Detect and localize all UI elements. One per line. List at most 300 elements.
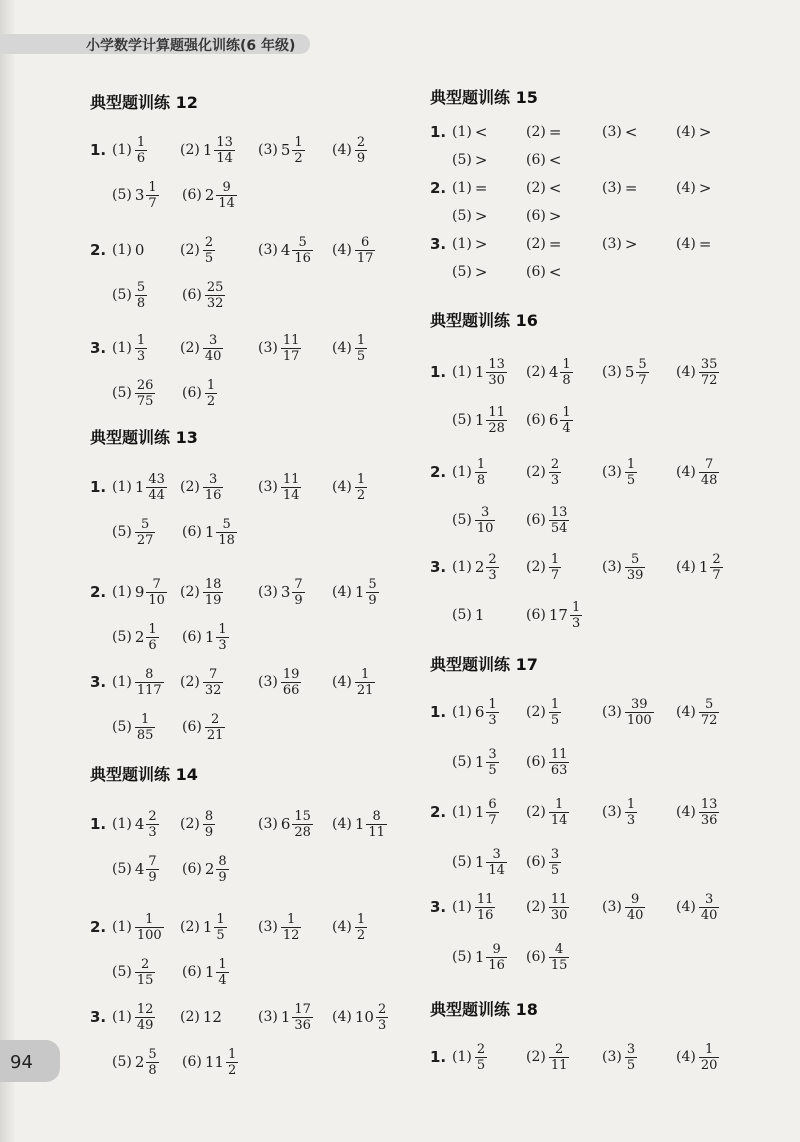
denominator: 4 <box>218 972 227 988</box>
answer-item <box>452 146 487 174</box>
numerator: 1 <box>626 796 636 812</box>
denominator: 9 <box>218 869 227 885</box>
numerator: 3 <box>488 746 497 762</box>
numerator: 39 <box>630 696 648 712</box>
item-label: (5) <box>452 607 472 623</box>
item-label: (4) <box>332 1009 352 1025</box>
answer-value: < <box>624 123 638 141</box>
answer-item <box>112 1040 159 1084</box>
fraction <box>281 912 302 943</box>
denominator: 7 <box>638 372 647 388</box>
item-label: (2) <box>526 364 546 380</box>
answer-value: = <box>624 179 638 197</box>
item-label: (2) <box>526 124 546 140</box>
answer-value: = <box>474 179 488 197</box>
denominator: 28 <box>294 824 311 840</box>
denominator: 14 <box>218 195 235 211</box>
answer-item <box>112 326 147 370</box>
fraction <box>475 505 496 536</box>
answer-item <box>676 885 719 929</box>
item-label: (4) <box>676 899 696 915</box>
answer-value: < <box>548 151 562 169</box>
question-row <box>90 950 410 994</box>
item-label: (1) <box>112 919 132 935</box>
denominator: 6 <box>136 150 146 166</box>
answer-item <box>112 465 167 509</box>
numerator: 1 <box>360 666 370 682</box>
question-row <box>430 498 750 542</box>
answer-item <box>526 230 561 258</box>
item-label: (6) <box>182 187 202 203</box>
numerator: 11 <box>282 471 300 487</box>
item-label: (4) <box>676 704 696 720</box>
fraction <box>203 472 224 503</box>
item-label: (2) <box>180 242 200 258</box>
fraction <box>146 622 158 653</box>
item-label: (4) <box>332 242 352 258</box>
numerator: 4 <box>554 941 564 957</box>
numerator: 1 <box>136 332 146 348</box>
answer-item <box>332 228 375 272</box>
fraction <box>146 809 158 840</box>
item-label: (5) <box>112 287 132 303</box>
answer-item <box>452 690 499 734</box>
item-label: (2) <box>180 919 200 935</box>
numerator: 1 <box>626 456 636 472</box>
answer-item <box>526 545 561 589</box>
item-label: (3) <box>602 236 622 252</box>
fraction <box>205 280 226 311</box>
numerator: 8 <box>145 666 154 682</box>
whole-number: 1 <box>474 753 485 771</box>
numerator: 26 <box>136 377 154 393</box>
denominator: 48 <box>700 472 718 488</box>
fraction <box>203 667 224 698</box>
fraction <box>216 854 228 885</box>
fraction <box>549 892 570 923</box>
numerator: 6 <box>488 796 497 812</box>
numerator: 1 <box>140 711 150 727</box>
whole-number: 6 <box>280 815 291 833</box>
item-label: (2) <box>526 236 546 252</box>
fraction <box>636 357 648 388</box>
answer-value: > <box>698 179 712 197</box>
book-title: 小学数学计算题强化训练(6 年级) <box>86 38 296 54</box>
fraction <box>625 552 646 583</box>
answer-item <box>112 995 155 1039</box>
numerator: 3 <box>208 471 218 487</box>
numerator: 8 <box>204 808 214 824</box>
answer-item <box>332 465 367 509</box>
item-label: (6) <box>182 287 202 303</box>
denominator: 5 <box>488 762 497 778</box>
item-label: (5) <box>452 512 472 528</box>
answer-item <box>602 1035 637 1079</box>
fraction <box>699 357 720 388</box>
question-row <box>430 935 750 979</box>
answer-item <box>258 660 301 704</box>
numerator: 7 <box>208 666 218 682</box>
fraction <box>135 333 147 364</box>
fraction <box>355 135 367 166</box>
item-label: (2) <box>180 142 200 158</box>
numerator: 1 <box>488 696 497 712</box>
answer-value: > <box>474 235 488 253</box>
answer-item <box>526 790 569 834</box>
item-label: (5) <box>452 208 472 224</box>
answer-item <box>180 128 235 172</box>
whole-number: 1 <box>202 141 213 159</box>
numerator: 1 <box>356 332 366 348</box>
question-number: 2. <box>430 179 447 197</box>
fraction <box>146 180 158 211</box>
numerator: 1 <box>562 356 571 372</box>
numerator: 43 <box>148 471 165 487</box>
item-label: (5) <box>452 412 472 428</box>
fraction <box>205 378 217 409</box>
answer-item <box>602 118 637 146</box>
question-row <box>90 510 410 554</box>
numerator: 2 <box>712 551 721 567</box>
numerator: 17 <box>294 1001 311 1017</box>
answer-item <box>332 326 367 370</box>
numerator: 3 <box>704 891 714 907</box>
item-label: (2) <box>180 340 200 356</box>
answer-item <box>332 995 388 1039</box>
answer-item <box>452 740 499 784</box>
question-row <box>90 995 410 1039</box>
item-label: (4) <box>332 919 352 935</box>
item-label: (5) <box>112 524 132 540</box>
fraction <box>549 747 570 778</box>
item-label: (4) <box>332 674 352 690</box>
whole-number: 1 <box>354 583 365 601</box>
question-number: 2. <box>90 241 107 259</box>
item-label: (1) <box>112 479 132 495</box>
section-title: 典型题训练 14 <box>90 765 198 784</box>
whole-number: 2 <box>204 186 215 204</box>
whole-number: 2 <box>134 628 145 646</box>
denominator: 5 <box>216 927 225 943</box>
fraction <box>699 1042 720 1073</box>
question-row <box>90 1040 410 1084</box>
answer-item <box>182 615 229 659</box>
numerator: 13 <box>700 796 718 812</box>
numerator: 1 <box>476 456 486 472</box>
numerator: 11 <box>550 891 568 907</box>
item-label: (3) <box>258 584 278 600</box>
question-number: 1. <box>430 363 447 381</box>
item-label: (5) <box>452 152 472 168</box>
item-label: (5) <box>452 754 472 770</box>
fraction <box>625 892 646 923</box>
answer-item <box>452 350 507 394</box>
fraction <box>355 235 376 266</box>
answer-item <box>258 995 313 1039</box>
question-row <box>90 802 410 846</box>
fraction <box>135 517 156 548</box>
fraction <box>549 942 570 973</box>
question-row <box>430 146 750 174</box>
numerator: 15 <box>294 808 311 824</box>
answer-value: > <box>624 235 638 253</box>
numerator: 25 <box>206 279 224 295</box>
answer-item <box>602 885 645 929</box>
item-label: (4) <box>676 559 696 575</box>
numerator: 1 <box>216 911 225 927</box>
denominator: 54 <box>550 520 568 536</box>
numerator: 13 <box>216 134 233 150</box>
answer-item <box>182 705 225 749</box>
item-label: (1) <box>112 816 132 832</box>
fraction <box>486 357 507 388</box>
answer-item <box>602 450 637 494</box>
fraction <box>281 667 302 698</box>
fraction <box>355 472 367 503</box>
answer-item <box>180 228 215 272</box>
item-label: (2) <box>526 899 546 915</box>
denominator: 5 <box>626 472 636 488</box>
numerator: 11 <box>282 332 300 348</box>
answer-value: < <box>474 123 488 141</box>
item-label: (1) <box>452 559 472 575</box>
numerator: 7 <box>148 853 157 869</box>
denominator: 32 <box>204 682 222 698</box>
answer-item <box>676 790 719 834</box>
numerator: 1 <box>145 911 154 927</box>
numerator: 8 <box>218 853 227 869</box>
denominator: 7 <box>488 812 497 828</box>
answer-item <box>676 1035 719 1079</box>
answer-item <box>452 202 487 230</box>
whole-number: 1 <box>698 558 709 576</box>
fraction <box>486 405 507 436</box>
answer-item <box>452 450 487 494</box>
whole-number: 1 <box>354 815 365 833</box>
item-label: (2) <box>180 674 200 690</box>
fraction <box>475 892 496 923</box>
fraction <box>281 472 302 503</box>
denominator: 14 <box>550 812 568 828</box>
numerator: 5 <box>140 516 150 532</box>
item-label: (5) <box>452 854 472 870</box>
answer-item <box>676 690 719 734</box>
item-label: (5) <box>112 861 132 877</box>
answer-item <box>526 146 561 174</box>
answer-item <box>112 371 155 415</box>
whole-number: 1 <box>134 478 145 496</box>
answer-item <box>452 174 487 202</box>
item-label: (2) <box>526 464 546 480</box>
fraction <box>549 697 561 728</box>
denominator: 17 <box>282 348 300 364</box>
answer-item <box>332 128 367 172</box>
item-label: (6) <box>182 719 202 735</box>
denominator: 4 <box>562 420 571 436</box>
denominator: 7 <box>712 567 721 583</box>
denominator: 5 <box>204 250 214 266</box>
fraction <box>699 892 720 923</box>
item-label: (6) <box>182 524 202 540</box>
item-label: (5) <box>112 719 132 735</box>
whole-number: 10 <box>354 1008 374 1026</box>
question-row <box>430 174 750 202</box>
answer-item <box>180 802 215 846</box>
fraction <box>560 405 572 436</box>
question-row <box>430 450 750 494</box>
item-label: (5) <box>452 264 472 280</box>
fraction <box>355 333 367 364</box>
question-row <box>430 118 750 146</box>
fraction <box>699 457 720 488</box>
whole-number: 11 <box>204 1053 224 1071</box>
denominator: 21 <box>206 727 224 743</box>
fraction <box>135 957 156 988</box>
answer-item <box>112 950 155 994</box>
question-row <box>430 593 750 637</box>
fraction <box>292 135 304 166</box>
numerator: 2 <box>148 808 157 824</box>
answer-item <box>258 905 301 949</box>
whole-number: 3 <box>280 583 291 601</box>
answer-item <box>258 128 305 172</box>
numerator: 7 <box>152 576 161 592</box>
page-edge-shadow <box>0 0 14 1142</box>
fraction <box>135 378 156 409</box>
answer-value: < <box>548 179 562 197</box>
fraction <box>216 957 228 988</box>
answer-item <box>112 615 159 659</box>
answer-item <box>258 228 313 272</box>
fraction <box>549 847 561 878</box>
item-label: (6) <box>526 264 546 280</box>
fraction <box>549 457 561 488</box>
answer-item <box>180 905 227 949</box>
question-row <box>90 705 410 749</box>
question-row <box>90 173 410 217</box>
question-row <box>430 545 750 589</box>
numerator: 13 <box>550 504 568 520</box>
answer-item <box>526 202 561 230</box>
numerator: 1 <box>550 551 560 567</box>
item-label: (1) <box>112 1009 132 1025</box>
denominator: 40 <box>204 348 222 364</box>
item-label: (3) <box>602 364 622 380</box>
question-row <box>430 790 750 834</box>
fraction <box>570 600 582 631</box>
denominator: 40 <box>626 907 644 923</box>
answer-item <box>332 905 367 949</box>
question-number: 1. <box>430 1048 447 1066</box>
denominator: 3 <box>136 348 146 364</box>
whole-number: 9 <box>134 583 145 601</box>
answer-item <box>526 350 573 394</box>
answer-item <box>676 545 723 589</box>
denominator: 2 <box>356 927 366 943</box>
question-number: 3. <box>90 1008 107 1026</box>
denominator: 16 <box>294 250 311 266</box>
denominator: 9 <box>148 869 157 885</box>
section-title: 典型题训练 15 <box>430 88 538 107</box>
denominator: 11 <box>368 824 385 840</box>
answer-item <box>332 570 379 614</box>
numerator: 1 <box>286 911 296 927</box>
numerator: 1 <box>148 179 157 195</box>
numerator: 1 <box>294 134 303 150</box>
fraction <box>135 1002 156 1033</box>
question-row <box>430 258 750 286</box>
answer-item <box>602 790 637 834</box>
answer-item <box>526 1035 569 1079</box>
denominator: 2 <box>227 1062 237 1078</box>
question-row <box>90 128 410 172</box>
numerator: 2 <box>204 234 214 250</box>
answer-item <box>182 510 237 554</box>
fraction <box>625 797 637 828</box>
item-label: (3) <box>258 242 278 258</box>
question-row <box>90 465 410 509</box>
answer-item <box>526 935 569 979</box>
numerator: 1 <box>206 377 216 393</box>
numerator: 1 <box>571 599 581 615</box>
numerator: 2 <box>476 1041 486 1057</box>
whole-number: 1 <box>204 523 215 541</box>
answer-item <box>602 174 637 202</box>
fraction <box>216 180 237 211</box>
answer-item <box>452 790 499 834</box>
item-label: (2) <box>526 704 546 720</box>
fraction <box>355 667 376 698</box>
denominator: 7 <box>148 195 157 211</box>
item-label: (4) <box>332 479 352 495</box>
item-label: (6) <box>526 412 546 428</box>
item-label: (4) <box>676 124 696 140</box>
fraction <box>355 912 367 943</box>
answer-item <box>182 273 225 317</box>
question-number: 3. <box>90 673 107 691</box>
item-label: (6) <box>526 949 546 965</box>
item-label: (6) <box>526 208 546 224</box>
answer-item <box>676 350 719 394</box>
item-label: (6) <box>182 385 202 401</box>
fraction <box>625 457 637 488</box>
item-label: (3) <box>602 180 622 196</box>
fraction <box>135 912 164 943</box>
question-number: 2. <box>430 463 447 481</box>
fraction <box>203 809 215 840</box>
denominator: 3 <box>488 712 497 728</box>
fraction <box>135 135 147 166</box>
numerator: 18 <box>204 576 222 592</box>
fraction <box>699 797 720 828</box>
item-label: (2) <box>526 1049 546 1065</box>
item-label: (2) <box>180 479 200 495</box>
item-label: (3) <box>258 142 278 158</box>
answer-value: 1 <box>474 606 485 624</box>
question-row <box>90 326 410 370</box>
item-label: (3) <box>258 816 278 832</box>
whole-number: 4 <box>280 241 291 259</box>
item-label: (6) <box>526 607 546 623</box>
numerator: 3 <box>492 846 501 862</box>
whole-number: 4 <box>134 860 145 878</box>
denominator: 9 <box>204 824 214 840</box>
numerator: 1 <box>218 956 227 972</box>
denominator: 12 <box>282 927 300 943</box>
denominator: 3 <box>571 615 581 631</box>
numerator: 7 <box>704 456 714 472</box>
answer-value: > <box>698 123 712 141</box>
